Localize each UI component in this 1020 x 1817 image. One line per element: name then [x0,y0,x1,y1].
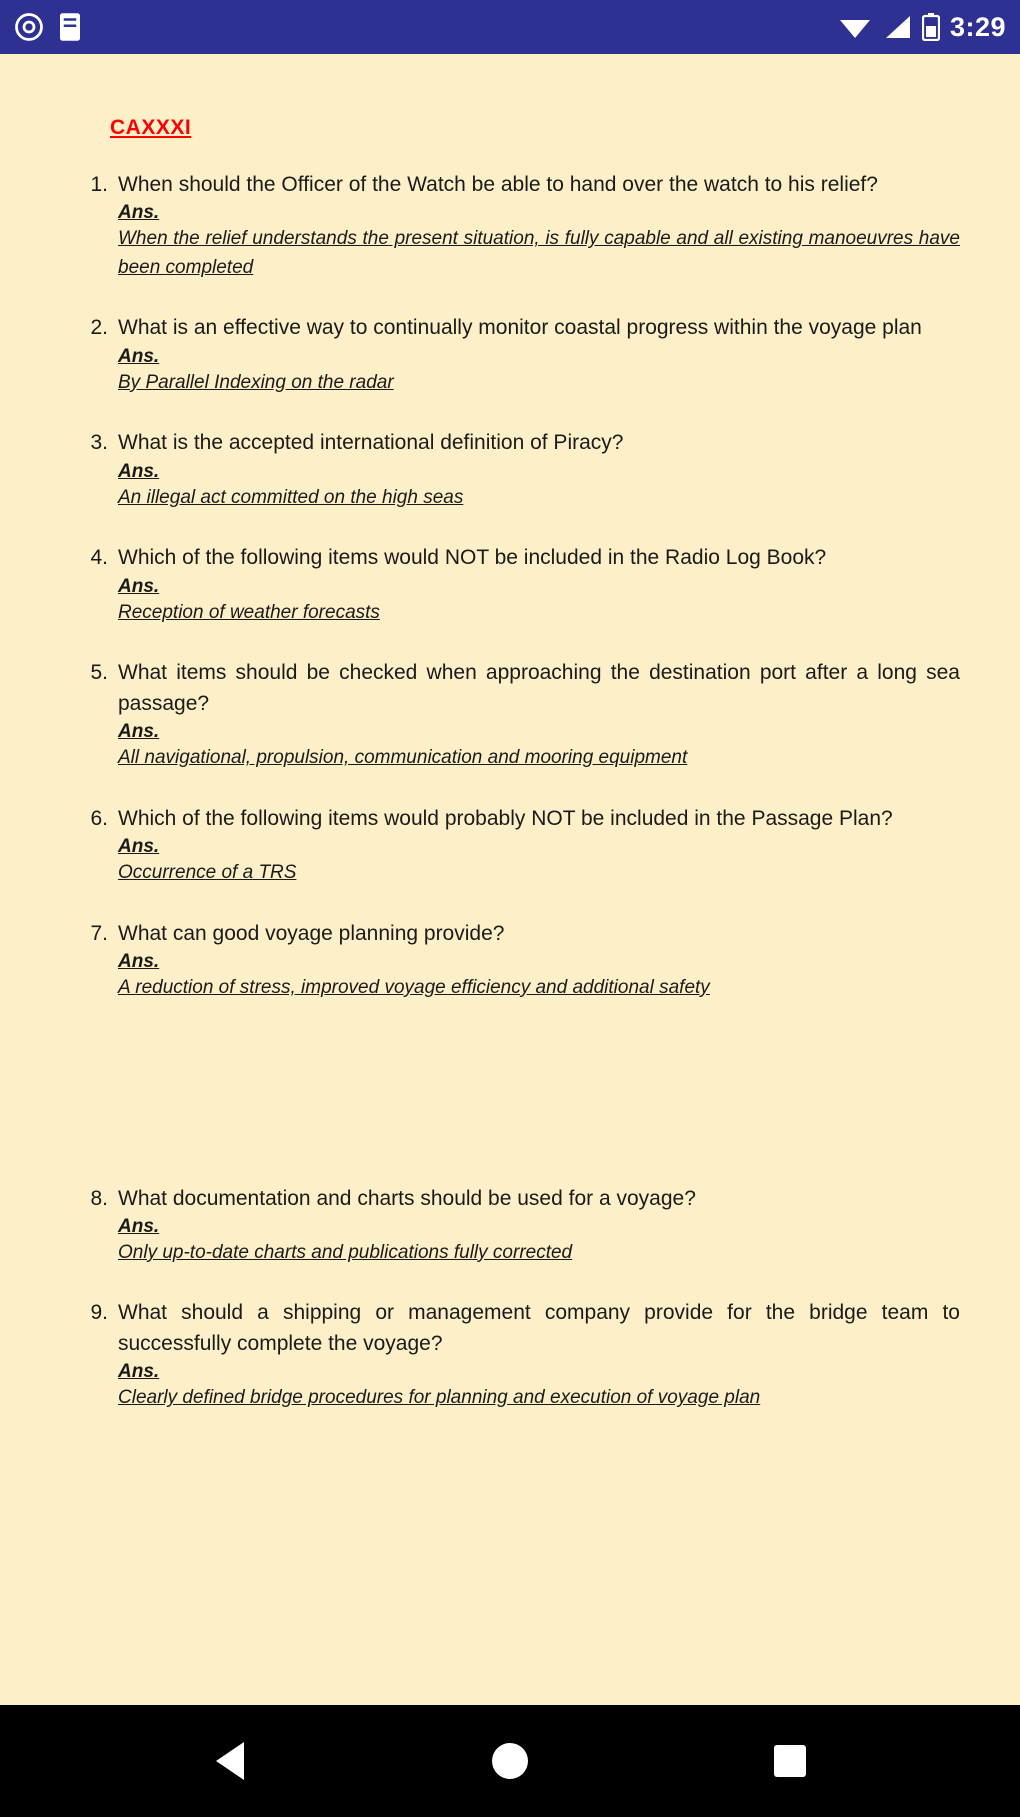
answer-label: Ans. [118,460,160,482]
answer-label: Ans. [118,721,160,743]
question-text: What can good voyage planning provide? [118,921,505,945]
document-icon [58,12,82,42]
camera-icon [14,12,44,42]
answer-label: Ans. [118,1215,160,1237]
item-body [118,313,960,397]
answer-text: Clearly defined bridge procedures for planning and execution of voyage plan [118,1387,761,1409]
battery-icon [922,13,940,41]
item-body [118,543,960,627]
list-item [78,543,960,627]
android-navigation-bar [0,1705,1020,1817]
list-item [78,428,960,512]
answer-label: Ans. [118,836,160,858]
list-item [78,658,960,772]
status-bar [0,0,1020,54]
signal-icon [882,14,912,40]
question-text: What items should be checked when approaching the destination port after a long sea passage? [118,661,960,715]
question-text: What is an effective way to continually monitor coastal progress within the voyage plan [118,316,922,340]
item-number: 4. [90,546,108,570]
item-number: 3. [90,431,108,455]
status-bar-right [838,12,1006,43]
item-body [118,804,960,888]
recents-icon [774,1745,806,1777]
item-number: 1. [90,173,108,196]
item-number: 5. [90,661,108,685]
answer-text: Only up-to-date charts and publications fully corrected [118,1241,573,1263]
item-number: 6. [90,806,108,830]
wifi-icon [838,14,872,40]
back-button[interactable] [200,1731,260,1791]
list-item [78,1184,960,1268]
item-body [118,1298,960,1412]
qa-list [78,170,960,1413]
answer-label: Ans. [118,1361,160,1383]
item-number: 9. [90,1301,108,1325]
list-item [78,804,960,888]
question-text: What is the accepted international definition of Piracy? [118,431,624,455]
home-button[interactable] [480,1731,540,1791]
recents-button[interactable] [760,1731,820,1791]
answer-text: Reception of weather forecasts [118,601,380,623]
answer-text: An illegal act committed on the high seas [118,486,464,508]
list-item [78,170,960,282]
answer-text: When the relief understands the present situation, is fully capable and all existing manoeuvres have been completed [118,228,960,278]
item-number: 7. [90,921,108,945]
item-body [118,1184,960,1268]
question-text: Which of the following items would NOT be included in the Radio Log Book? [118,546,827,570]
answer-text: All navigational, propulsion, communication and mooring equipment [118,747,688,769]
list-item [78,919,960,1003]
answer-text: A reduction of stress, improved voyage efficiency and additional safety [118,977,710,998]
status-bar-left [14,12,82,42]
question-text: When should the Officer of the Watch be able to hand over the watch to his relief? [118,173,878,196]
item-body [118,170,960,282]
page-break-gap [78,1034,960,1184]
answer-text: By Parallel Indexing on the radar [118,371,394,393]
home-icon [492,1743,528,1779]
list-item [78,1298,960,1412]
item-body [118,428,960,512]
answer-label: Ans. [118,951,160,972]
item-body [118,919,960,1003]
answer-label: Ans. [118,345,160,367]
question-text: Which of the following items would probably NOT be included in the Passage Plan? [118,806,893,830]
list-item [78,313,960,397]
document-viewer[interactable] [0,54,1020,1705]
question-text: What documentation and charts should be used for a voyage? [118,1186,696,1210]
question-text: What should a shipping or management company provide for the bridge team to successfully complete the voyage? [118,1301,960,1355]
item-body [118,658,960,772]
item-number: 2. [90,316,108,340]
answer-label: Ans. [118,202,160,224]
document-heading: CAXXXI [110,116,192,139]
item-number: 8. [90,1186,108,1210]
back-icon [216,1742,244,1780]
answer-label: Ans. [118,575,160,597]
status-bar-clock: 3:29 [949,11,1006,42]
answer-text: Occurrence of a TRS [118,862,297,884]
